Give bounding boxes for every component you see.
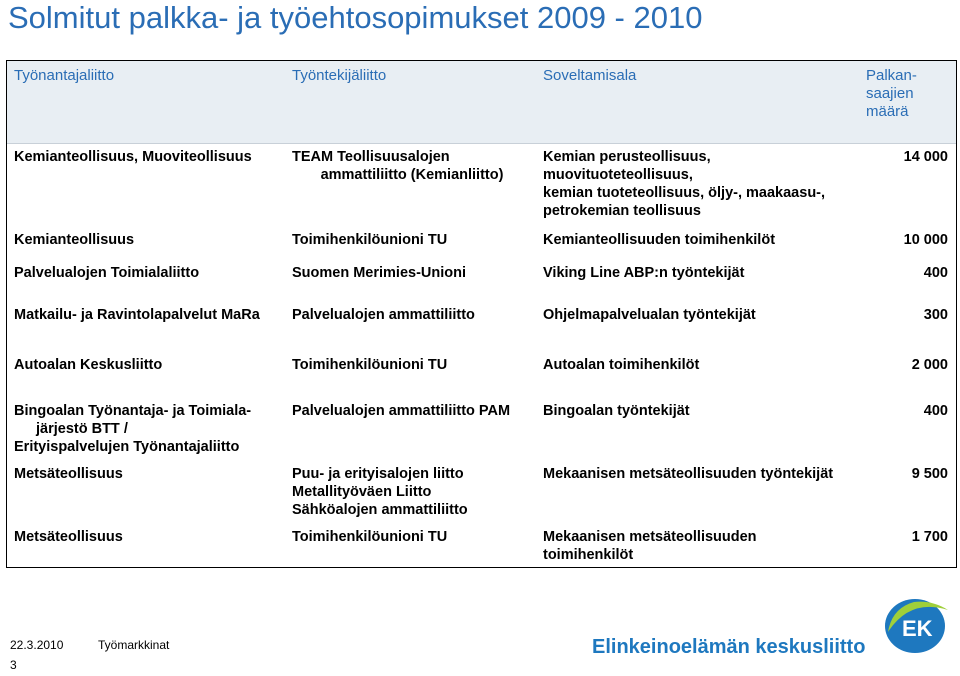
- cell-employer-line: Erityispalvelujen Työnantajaliitto: [14, 439, 240, 455]
- cell-scope: Bingoalan työntekijät: [543, 403, 690, 419]
- footer-date: 22.3.2010: [10, 638, 64, 652]
- cell-employer-line: Bingoalan Työnantaja- ja Toimiala-: [14, 403, 252, 419]
- cell-count: 1 700: [911, 529, 948, 545]
- cell-union-line: TEAM Teollisuusalojen: [292, 149, 450, 165]
- header-employer: Työnantajaliitto: [14, 67, 115, 84]
- header-count-line2: saajien: [866, 85, 914, 102]
- header-union: Työntekijäliitto: [292, 67, 387, 84]
- cell-count: 14 000: [903, 149, 948, 165]
- cell-employer-line: järjestö BTT /: [36, 421, 128, 437]
- cell-union: Palvelualojen ammattiliitto: [292, 307, 475, 323]
- cell-union: Toimihenkilöunioni TU: [292, 232, 448, 248]
- header-scope: Soveltamisala: [543, 67, 637, 84]
- ek-logo-text: Elinkeinoelämän keskusliitto: [592, 636, 866, 658]
- cell-union-line: Metallityöväen Liitto: [292, 484, 432, 500]
- header-count-line1: Palkan-: [866, 67, 917, 84]
- cell-employer: Palvelualojen Toimialaliitto: [14, 265, 200, 281]
- cell-employer: Metsäteollisuus: [14, 529, 123, 545]
- cell-scope-line: petrokemian teollisuus: [543, 203, 701, 219]
- cell-union: [292, 148, 532, 184]
- cell-employer-line: Kemianteollisuus, Muoviteollisuus: [14, 149, 252, 165]
- ek-logo-letters: EK: [902, 616, 933, 641]
- cell-employer: [14, 148, 252, 166]
- cell-union: Palvelualojen ammattiliitto PAM: [292, 403, 511, 419]
- cell-union: [292, 465, 468, 519]
- cell-union-line: Puu- ja erityisalojen liitto: [292, 466, 464, 482]
- cell-employer: Matkailu- ja Ravintolapalvelut MaRa: [14, 307, 260, 323]
- cell-union: Toimihenkilöunioni TU: [292, 529, 448, 545]
- cell-count: 400: [923, 265, 948, 281]
- cell-scope-line: Kemian perusteollisuus,: [543, 149, 711, 165]
- cell-union-line: Sähköalojen ammattiliitto: [292, 502, 468, 518]
- cell-scope: Kemianteollisuuden toimihenkilöt: [543, 232, 776, 248]
- cell-union: Suomen Merimies-Unioni: [292, 265, 467, 281]
- cell-union-line: ammattiliitto (Kemianliitto): [320, 167, 504, 183]
- header-count-line3: määrä: [866, 103, 909, 120]
- cell-scope: Autoalan toimihenkilöt: [543, 357, 700, 373]
- cell-scope-line: toimihenkilöt: [543, 547, 634, 563]
- cell-employer: [14, 402, 251, 456]
- cell-scope-line: Mekaanisen metsäteollisuuden: [543, 529, 757, 545]
- cell-count: 9 500: [911, 466, 948, 482]
- cell-employer: Metsäteollisuus: [14, 466, 123, 482]
- cell-scope: Ohjelmapalvelualan työntekijät: [543, 307, 756, 323]
- cell-employer: Autoalan Keskusliitto: [14, 357, 163, 373]
- page-number: 3: [10, 658, 17, 672]
- cell-scope: [543, 148, 825, 220]
- cell-scope: Viking Line ABP:n työntekijät: [543, 265, 745, 281]
- cell-scope-line: kemian tuoteteollisuus, öljy-, maakaasu-,: [543, 185, 826, 201]
- cell-scope: [543, 528, 757, 564]
- cell-count: 2 000: [911, 357, 948, 373]
- cell-count: 300: [923, 307, 948, 323]
- cell-scope: Mekaanisen metsäteollisuuden työntekijät: [543, 466, 834, 482]
- cell-employer: Kemianteollisuus: [14, 232, 135, 248]
- cell-count: 10 000: [903, 232, 948, 248]
- cell-count: 400: [923, 403, 948, 419]
- page-title: Solmitut palkka- ja työehtosopimukset 2009 - 2010: [8, 0, 703, 35]
- ek-logo: [592, 596, 952, 668]
- cell-union: Toimihenkilöunioni TU: [292, 357, 448, 373]
- cell-scope-line: muovituoteteollisuus,: [543, 167, 693, 183]
- footer-topic: Työmarkkinat: [98, 638, 170, 652]
